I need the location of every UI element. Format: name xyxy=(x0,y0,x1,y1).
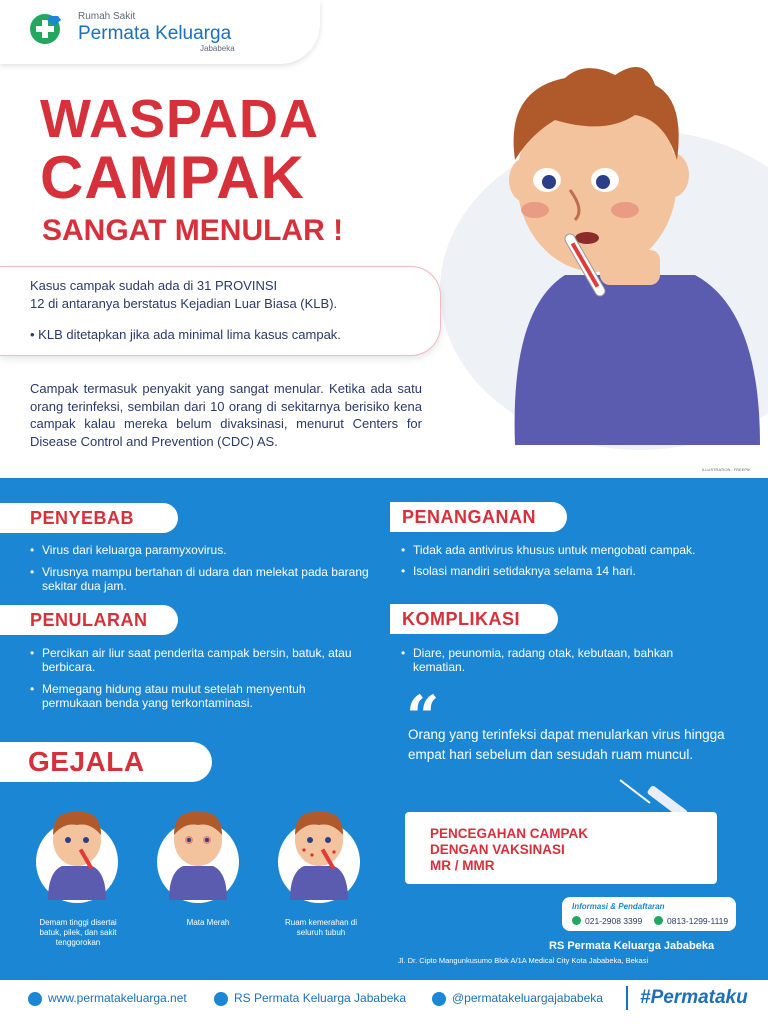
illustration-credit: ILLUSTRATION : FREEPIK xyxy=(702,467,751,472)
penanganan-heading: PENANGANAN xyxy=(402,507,537,527)
penyebab-heading: PENYEBAB xyxy=(30,508,135,528)
logo-location: Jababeka xyxy=(200,44,235,53)
footer-divider xyxy=(626,986,628,1010)
info-line-3: • KLB ditetapkan jika ada minimal lima kasus campak. xyxy=(30,327,341,342)
symptom-red-eyes-label: Mata Merah xyxy=(186,918,230,927)
komplikasi-pill xyxy=(390,604,558,634)
rash-boy-icon xyxy=(282,800,356,900)
info-line-1: Kasus campak sudah ada di 31 PROVINSI xyxy=(30,278,278,293)
title-sangat-menular: SANGAT MENULAR ! xyxy=(42,214,344,247)
title-waspada: WASPADA xyxy=(40,89,320,149)
symptom-rash-label: Ruam kemerahan di seluruh tubuh xyxy=(284,918,358,937)
footer-website[interactable]: www.permatakeluarga.net xyxy=(48,991,187,1005)
red-eyes-boy-icon xyxy=(161,800,235,900)
penyebab-pill xyxy=(0,503,178,533)
symptom-fever-label: Demam tinggi disertai batuk, pilek, dan sakit tenggorokan xyxy=(39,918,117,947)
penyebab-item: • Virus dari keluarga paramyxovirus. xyxy=(42,543,372,557)
penularan-pill xyxy=(0,605,178,635)
penanganan-item: • Tidak ada antivirus khusus untuk mengobati campak. xyxy=(413,543,753,557)
fever-boy-icon xyxy=(40,800,114,900)
penularan-item: • Percikan air liur saat penderita campak bersin, batuk, atau berbicara. xyxy=(42,646,362,674)
contact-title: Informasi & Pendaftaran xyxy=(572,902,665,911)
quote-text: Orang yang terinfeksi dapat menularkan virus hingga empat hari sebelum dan sesudah ruam muncul. xyxy=(408,727,725,762)
komplikasi-heading: KOMPLIKASI xyxy=(402,609,521,629)
komplikasi-item: • Diare, peunomia, radang otak, kebutaan, bahkan kematian. xyxy=(413,646,703,674)
penyebab-item: • Virusnya mampu bertahan di udara dan melekat pada barang sekitar dua jam. xyxy=(42,565,372,593)
vaccination-line-2: DENGAN VAKSINASI xyxy=(430,842,565,857)
penanganan-pill xyxy=(390,502,567,532)
phone-icon xyxy=(572,916,581,925)
hospital-name: RS Permata Keluarga Jababeka xyxy=(549,940,715,952)
vaccination-line-3: MR / MMR xyxy=(430,858,495,873)
contact-whatsapp[interactable]: 0813-1299-1119 xyxy=(667,916,729,926)
footer-hashtag: #Permataku xyxy=(640,987,748,1008)
quote-mark: “ xyxy=(406,683,440,751)
info-line-2: 12 di antaranya berstatus Kejadian Luar Biasa (KLB). xyxy=(30,296,338,311)
footer-instagram[interactable]: @permatakeluargajababeka xyxy=(452,991,603,1005)
footer-facebook[interactable]: RS Permata Keluarga Jababeka xyxy=(234,991,407,1005)
globe-icon xyxy=(28,992,42,1006)
instagram-icon xyxy=(432,992,446,1006)
contact-phone[interactable]: 021-2908 3399 xyxy=(585,916,643,926)
title-campak: CAMPAK xyxy=(40,144,305,211)
sick-boy-illustration xyxy=(495,60,768,445)
facebook-icon xyxy=(214,992,228,1006)
vaccination-line-1: PENCEGAHAN CAMPAK xyxy=(430,826,589,841)
gejala-pill xyxy=(0,742,212,782)
penularan-item: • Memegang hidung atau mulut setelah menyentuh permukaan benda yang terkontaminasi. xyxy=(42,682,362,710)
penanganan-item: • Isolasi mandiri setidaknya selama 14 hari. xyxy=(413,564,753,578)
logo-prefix: Rumah Sakit xyxy=(78,11,136,22)
penularan-heading: PENULARAN xyxy=(30,610,148,630)
intro-paragraph: Campak termasuk penyakit yang sangat menular. Ketika ada satu orang terinfeksi, sembilan dari 10 orang di sekitarnya berisiko kena campak kalau mereka belum divaksinasi, menurut Centers for Disease Control and Prevention (CDC) AS. xyxy=(30,381,422,449)
gejala-heading: GEJALA xyxy=(28,746,145,777)
hospital-address: Jl. Dr. Cipto Mangunkusumo Blok A/1A Medical City Kota Jababeka, Bekasi xyxy=(398,956,649,965)
whatsapp-icon xyxy=(654,916,663,925)
logo-name: Permata Keluarga xyxy=(78,23,232,44)
hospital-logo-icon xyxy=(28,12,62,46)
